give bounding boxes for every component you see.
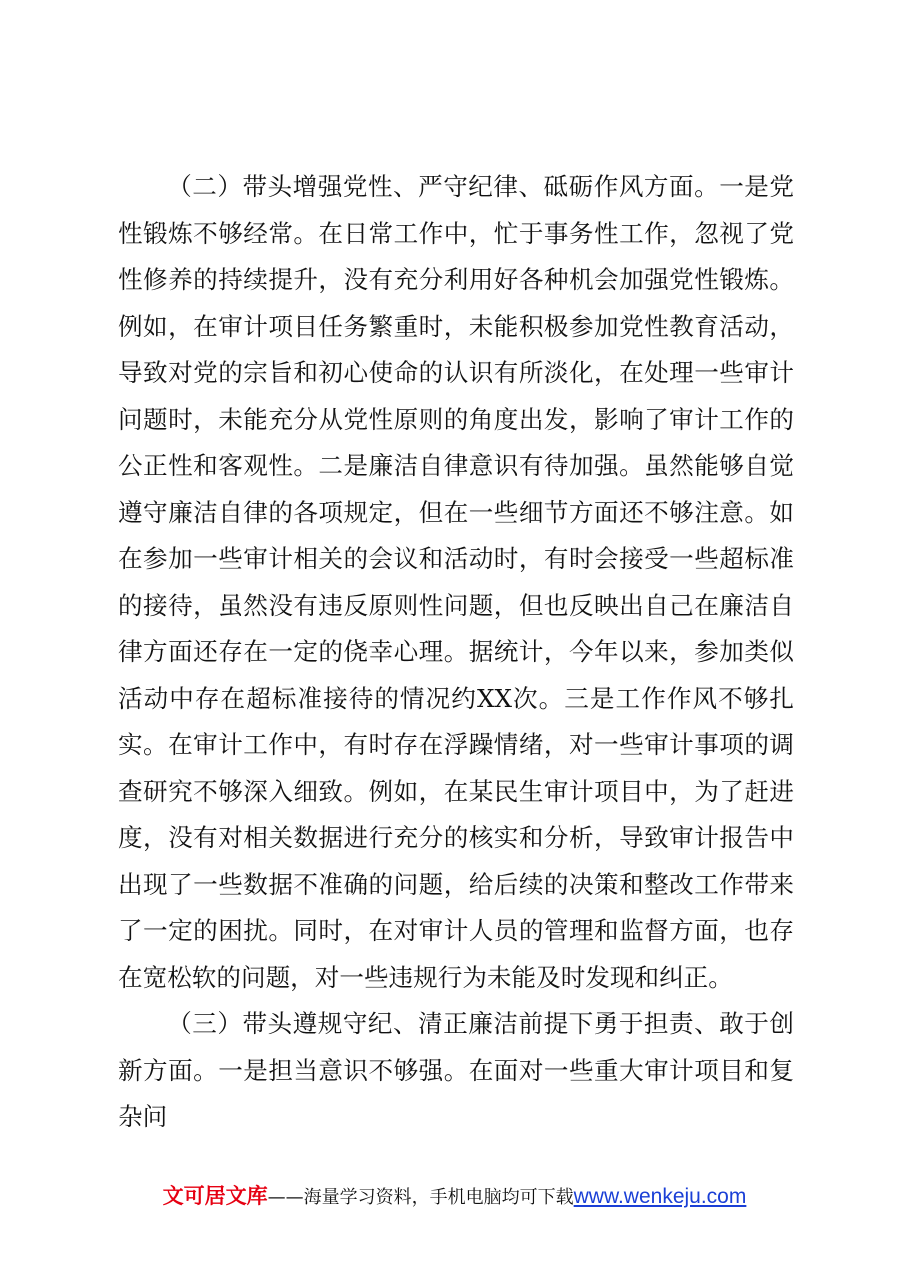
paragraph-section-3: （三）带头遵规守纪、清正廉洁前提下勇于担责、敢于创新方面。一是担当意识不够强。在面对一些重大审计项目和复杂问 [118,1009,794,1131]
document-body [118,164,794,1141]
footer-slogan: ——海量学习资料，手机电脑均可下载 [267,1187,574,1208]
footer-brand: 文可居文库 [162,1184,268,1208]
paragraph-section-2: （二）带头增强党性、严守纪律、砥砺作风方面。一是党性锻炼不够经常。在日常工作中，忙于事务性工作，忽视了党性修养的持续提升，没有充分利用好各种机会加强党性锻炼。例如，在审计项目任务繁重时，未能积极参加党性教育活动，导致对党的宗旨和初心使命的认识有所淡化，在处理一些审计问题时，未能充分从党性原则的角度出发，影响了审计工作的公正性和客观性。二是廉洁自律意识有待加强。虽然能够自觉遵守廉洁自律的各项规定，但在一些细节方面还不够注意。如在参加一些审计相关的会议和活动时，有时会接受一些超标准的接待，虽然没有违反原则性问题，但也反映出自己在廉洁自律方面还存在一定的侥幸心理。据统计，今年以来，参加类似活动中存在超标准接待的情况约XX次。三是工作作风不够扎实。在审计工作中，有时存在浮躁情绪，对一些审计事项的调查研究不够深入细致。例如，在某民生审计项目中，为了赶进度，没有对相关数据进行充分的核实和分析，导致审计报告中出现了一些数据不准确的问题，给后续的决策和整改工作带来了一定的困扰。同时，在对审计人员的管理和监督方面，也存在宽松软的问题，对一些违规行为未能及时发现和纠正。 [118,172,794,992]
footer-banner [0,1180,909,1210]
footer-url-link[interactable]: www.wenkeju.com [573,1185,747,1208]
